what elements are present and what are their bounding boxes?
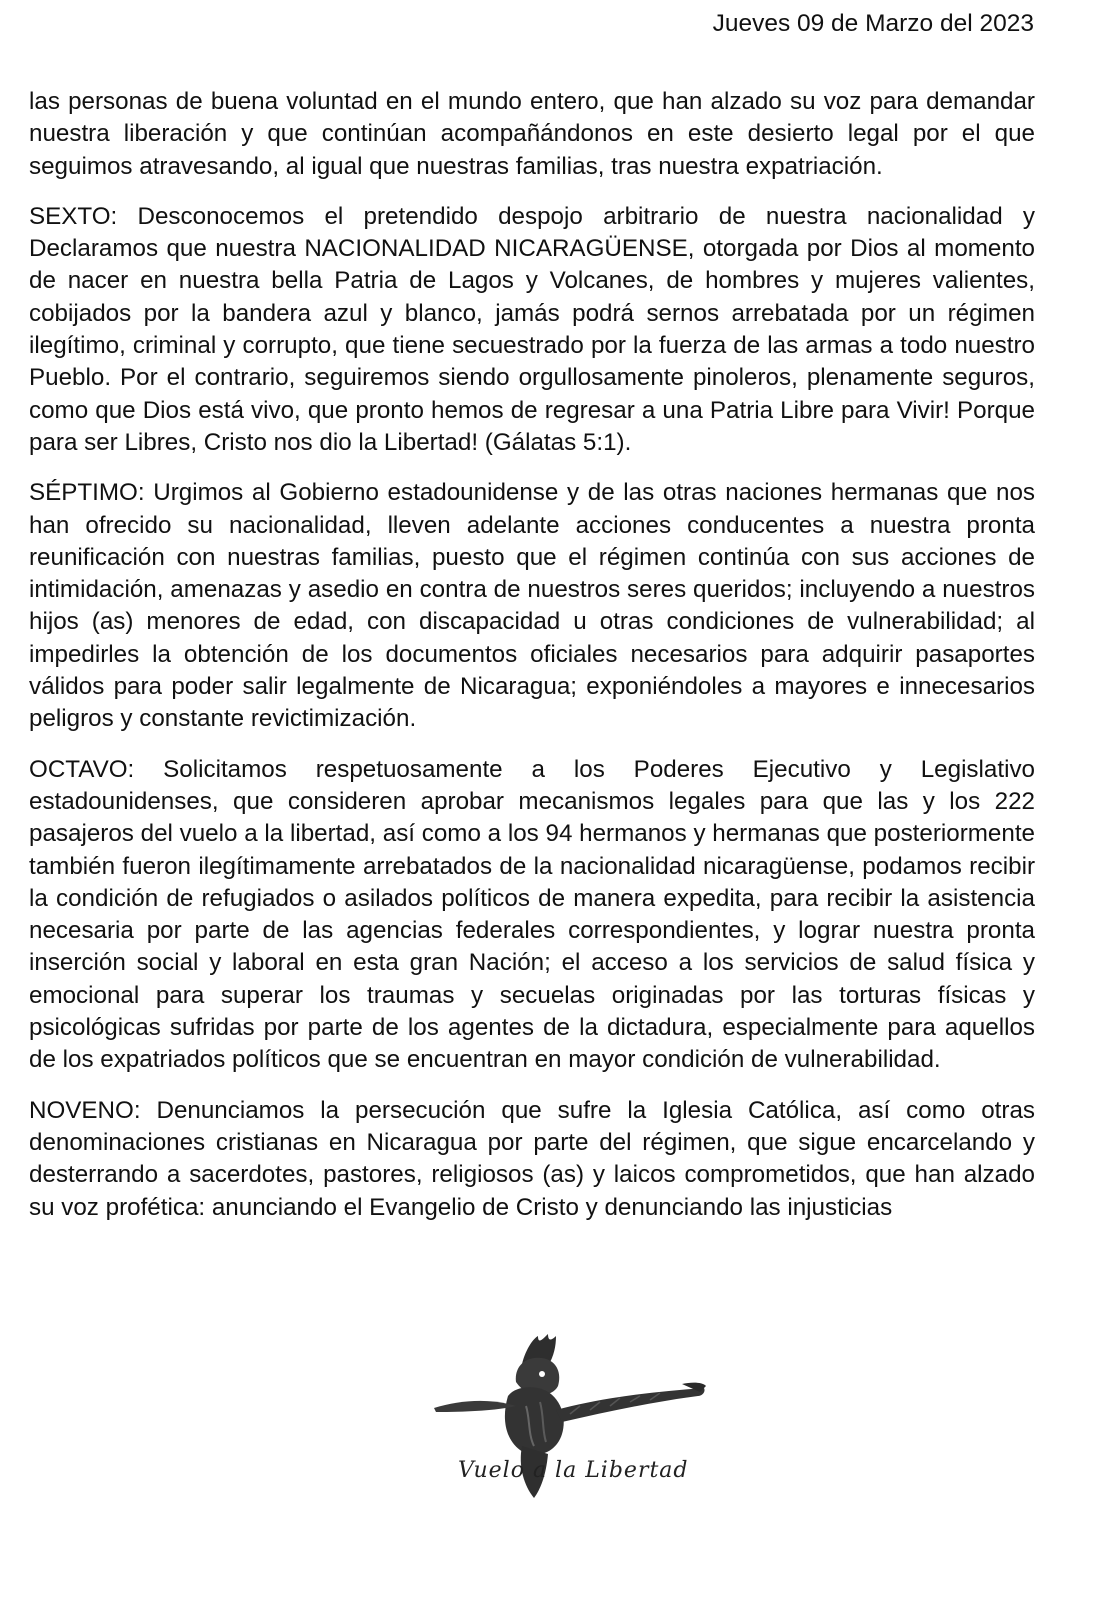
document-body [29, 86, 1035, 1242]
logo-caption: Vuelo a la Libertad [458, 1458, 689, 1483]
bird-icon [430, 1326, 720, 1516]
vuelo-libertad-logo [430, 1326, 720, 1516]
paragraph-sexto: SEXTO: Desconocemos el pretendido despojo arbitrario de nuestra nacionalidad y Declaramos que nuestra NACIONALIDAD NICARAGÜENSE, otorgada por Dios al momento de nacer en nuestra bella Patria de Lagos y Volcanes, de hombres y mujeres valientes, cobijados por la bandera azul y blanco, jamás podrá sernos arrebatada por un régimen ilegítimo, criminal y corrupto, que tiene secuestrado por la fuerza de las armas a todo nuestro Pueblo. Por el contrario, seguiremos siendo orgullosamente pinoleros, plenamente seguros, como que Dios está vivo, que pronto hemos de regresar a una Patria Libre para Vivir! Porque para ser Libres, Cristo nos dio la Libertad! (Gálatas 5:1). [29, 202, 1035, 456]
paragraph-octavo: OCTAVO: Solicitamos respetuosamente a los Poderes Ejecutivo y Legislativo estadounidenses, que consideren aprobar mecanismos legales para que las y los 222 pasajeros del vuelo a la libertad, así como a los 94 hermanos y hermanas que posteriormente también fueron ilegítimamente arrebatados de la nacionalidad nicaragüense, podamos recibir la condición de refugiados o asilados políticos de manera expedita, para recibir la asistencia necesaria por parte de las agencias federales correspondientes, y lograr nuestra pronta inserción social y laboral en esta gran Nación; el acceso a los servicios de salud física y emocional para superar los traumas y secuelas originadas por las torturas físicas y psicológicas sufridas por parte de los agentes de la dictadura, especialmente para aquellos de los expatriados políticos que se encuentran en mayor condición de vulnerabilidad. [29, 755, 1035, 1074]
paragraph-intro-continuation: las personas de buena voluntad en el mundo entero, que han alzado su voz para demandar nuestra liberación y que continúan acompañándonos en este desierto legal por el que seguimos atravesando, al igual que nuestras familias, tras nuestra expatriación. [29, 88, 1035, 180]
paragraph-noveno: NOVENO: Denunciamos la persecución que sufre la Iglesia Católica, así como otras denominaciones cristianas en Nicaragua por parte del régimen, que sigue encarcelando y desterrando a sacerdotes, pastores, religiosos (as) y laicos comprometidos, que han alzado su voz profética: anunciando el Evangelio de Cristo y denunciando las injusticias [29, 1096, 1035, 1221]
document-date: Jueves 09 de Marzo del 2023 [712, 10, 1034, 37]
paragraph-septimo: SÉPTIMO: Urgimos al Gobierno estadounidense y de las otras naciones hermanas que nos han ofrecido su nacionalidad, lleven adelante acciones conducentes a nuestra pronta reunificación con nuestras familias, puesto que el régimen continúa con sus acciones de intimidación, amenazas y asedio en contra de nuestros seres queridos; incluyendo a nuestros hijos (as) menores de edad, con discapacidad u otras condiciones de vulnerabilidad; al impedirles la obtención de los documentos oficiales necesarios para adquirir pasaportes válidos para poder salir legalmente de Nicaragua; exponiéndoles a mayores e innecesarios peligros y constante revictimización. [29, 479, 1035, 733]
